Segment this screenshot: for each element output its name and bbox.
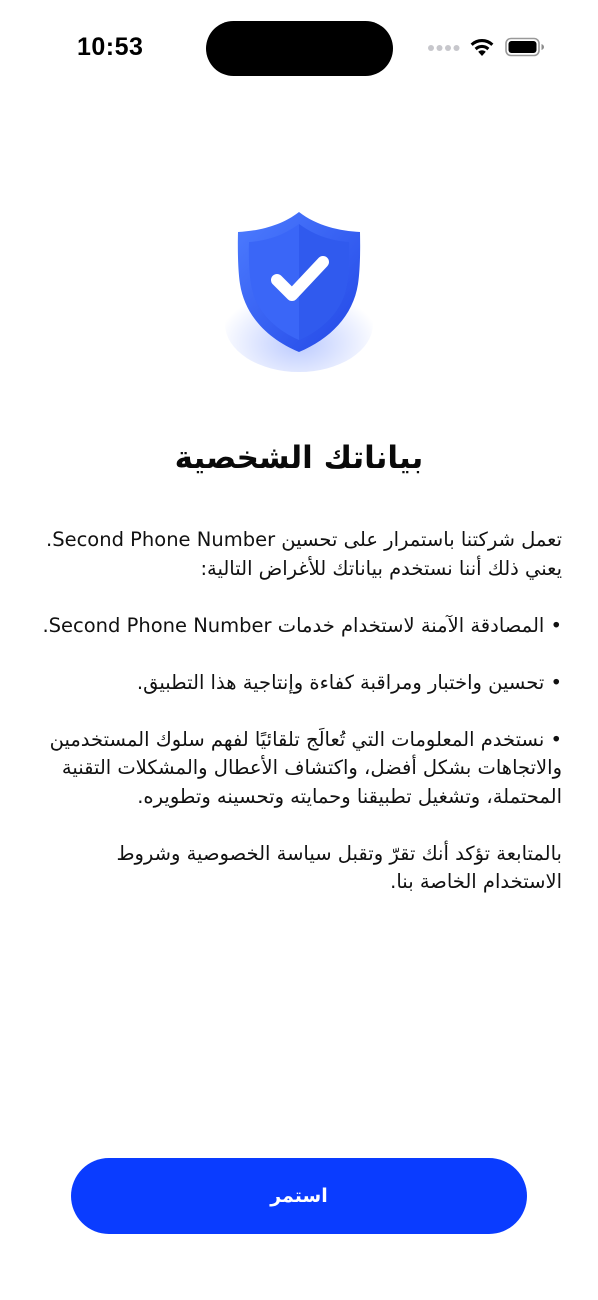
shield-check-icon (222, 204, 376, 374)
bullet-authentication: • المصادقة الآمنة لاستخدام خدمات Second Phone Number. (42, 613, 562, 637)
status-time: 10:53 (77, 33, 144, 61)
wifi-icon (469, 36, 495, 58)
status-bar (0, 0, 598, 96)
page-title: بياناتك الشخصية (174, 440, 424, 476)
dynamic-island (206, 21, 393, 76)
bullet-improvement: • تحسين واختبار ومراقبة كفاءة وإنتاجية هذا التطبيق. (136, 670, 562, 694)
consent-paragraph: بالمتابعة تؤكد أنك تقرّ وتقبل سياسة الخصوصية وشروط الاستخدام الخاصة بنا. (116, 841, 562, 893)
bullet-analytics: • نستخدم المعلومات التي تُعالَج تلقائيًا لفهم سلوك المستخدمين والاتجاهات بشكل أفضل، واكتشاف الأعطال والمشكلات التقنية المحتملة، وتشغيل تطبيقنا وحمايته وتحسينه وتطويره. (49, 727, 562, 808)
continue-button[interactable]: استمر (71, 1158, 527, 1234)
cellular-signal-icon (428, 42, 460, 54)
battery-icon (505, 37, 545, 57)
intro-paragraph: تعمل شركتنا باستمرار على تحسين Second Phone Number. يعني ذلك أننا نستخدم بياناتك للأغراض التالية: (45, 528, 562, 580)
privacy-body (36, 526, 562, 925)
